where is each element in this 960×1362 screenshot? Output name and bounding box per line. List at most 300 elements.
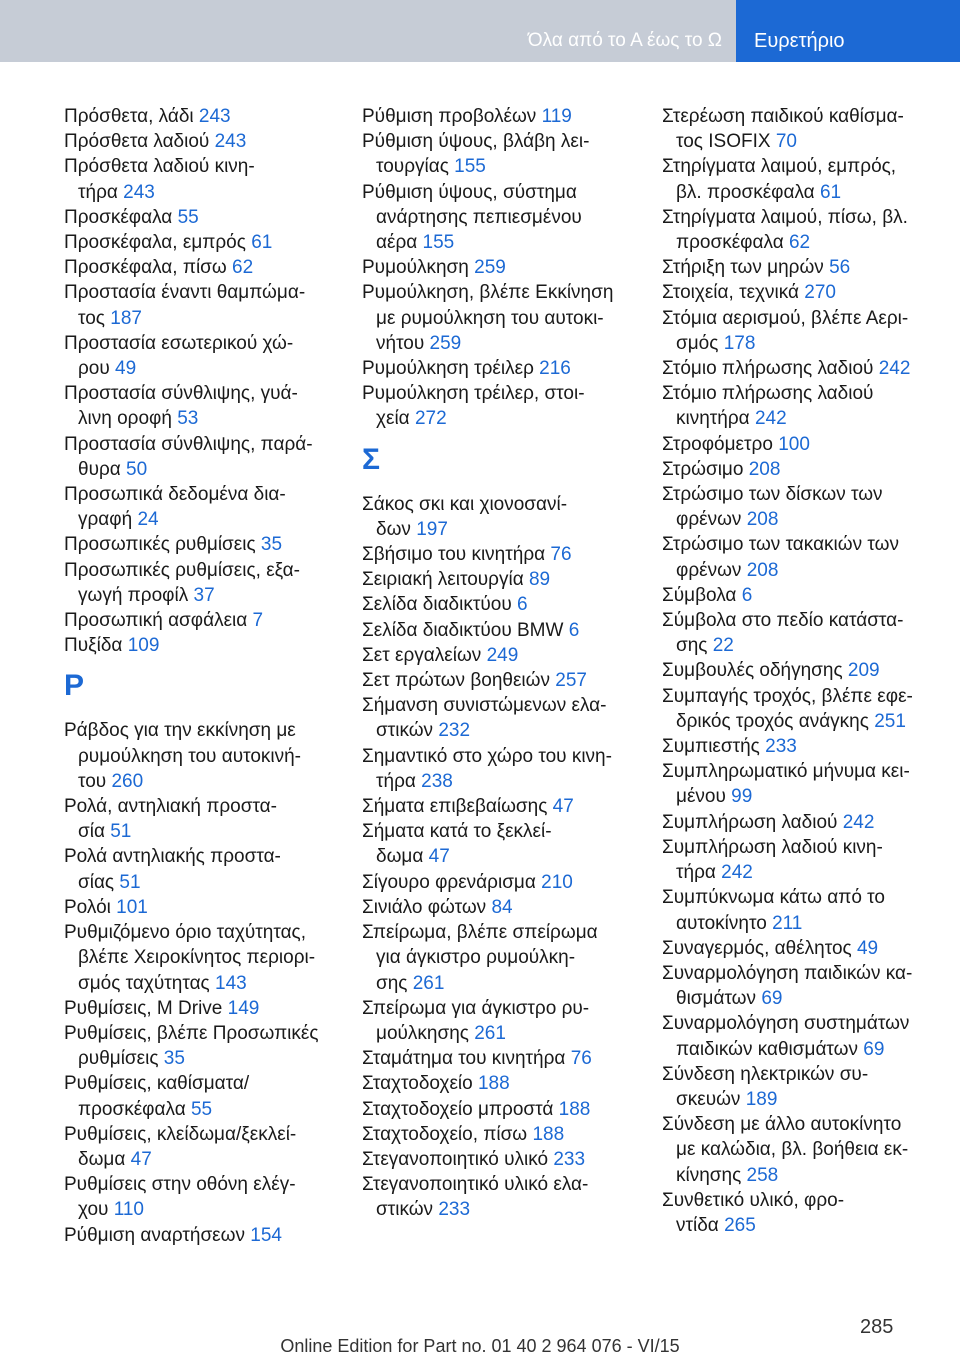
index-entry-text: Σπείρωμα για άγκιστρο ρυ- xyxy=(362,997,590,1019)
index-entry xyxy=(64,432,354,482)
index-entry xyxy=(662,381,952,431)
page-reference-link[interactable]: 258 xyxy=(746,1164,779,1186)
page-reference-link[interactable]: 22 xyxy=(712,635,734,657)
index-entry xyxy=(662,608,952,658)
index-entry-text: Συναρμολόγηση συστημάτων xyxy=(662,1013,910,1035)
index-entry xyxy=(662,684,952,734)
header-active-tab[interactable] xyxy=(736,0,960,62)
index-entry xyxy=(64,1122,354,1172)
index-entry xyxy=(662,205,952,255)
page-reference-link[interactable]: 47 xyxy=(552,796,574,818)
page-reference-link[interactable]: 6 xyxy=(517,594,528,616)
index-entry-text: Στόμια αερισμού, βλέπε Αερι- xyxy=(662,307,909,329)
page-reference-link[interactable]: 260 xyxy=(111,770,144,792)
index-entry xyxy=(64,255,354,280)
index-entry-text: για άγκιστρο ρυμούλκη- xyxy=(376,947,576,969)
index-entry-text: σμός ταχύτητας xyxy=(78,972,210,994)
page-reference-link[interactable]: 101 xyxy=(116,896,148,918)
index-entry-text: Σήματα επιβεβαίωσης xyxy=(362,796,548,818)
page-reference-link[interactable]: 7 xyxy=(252,610,264,632)
index-entry xyxy=(64,794,354,844)
index-entry xyxy=(362,693,652,743)
index-entry-text: τήρα xyxy=(676,862,716,884)
page-reference-link[interactable]: 210 xyxy=(541,871,573,893)
page-reference-link[interactable]: 261 xyxy=(474,1022,506,1044)
page-reference-link[interactable]: 35 xyxy=(260,534,283,556)
page-reference-link[interactable]: 232 xyxy=(438,720,471,742)
page-reference-link[interactable]: 56 xyxy=(829,257,851,279)
page-reference-link[interactable]: 50 xyxy=(126,458,148,480)
index-entry xyxy=(362,996,652,1046)
page-reference-link[interactable]: 188 xyxy=(558,1098,591,1120)
index-entry-text: Ρύθμιση αναρτήσεων xyxy=(64,1224,245,1246)
index-entry-text: Ρολά, αντηλιακή προστα- xyxy=(64,796,277,818)
index-entry-text: Ρύθμιση ύψους, σύστημα xyxy=(362,181,577,203)
page-reference-link[interactable]: 62 xyxy=(788,232,811,254)
page-reference-link[interactable]: 155 xyxy=(454,156,486,178)
page-reference-link[interactable]: 119 xyxy=(541,106,572,127)
index-entry-text: του xyxy=(78,770,107,792)
index-entry-text: Προστασία σύνθλιψης, γυά- xyxy=(64,383,298,405)
page-reference-link[interactable]: 265 xyxy=(724,1214,756,1236)
page-reference-link[interactable]: 110 xyxy=(113,1199,144,1221)
index-entry-text: Σταχτοδοχείο, πίσω xyxy=(362,1123,528,1145)
page-reference-link[interactable]: 69 xyxy=(761,988,783,1010)
page-reference-link[interactable]: 143 xyxy=(215,972,247,994)
index-entry xyxy=(362,255,652,280)
index-entry-text: Ρυθμίσεις, κλείδωμα/ξεκλεί- xyxy=(64,1123,297,1145)
index-entry-text: βλέπε Χειροκίνητος περιορι- xyxy=(78,947,316,969)
index-entry xyxy=(362,381,652,431)
index-entry-text: Πρόσθετα λαδιού xyxy=(64,131,210,153)
index-entry-text: φρένων xyxy=(676,559,742,581)
index-entry xyxy=(662,810,952,835)
index-entry-text: Προσκέφαλα, εμπρός xyxy=(64,232,246,254)
index-entry-text: Ρυμούλκηση xyxy=(362,257,469,279)
index-entry-text: Σύμβολα στο πεδίο κατάστα- xyxy=(662,610,904,632)
index-entry-text: Προσωπική ασφάλεια xyxy=(64,610,248,632)
index-entry xyxy=(362,129,652,179)
header-section-bar xyxy=(0,0,736,62)
index-entry-text: Προσκέφαλα xyxy=(64,206,173,228)
page-reference-link[interactable]: 49 xyxy=(856,937,879,959)
page-reference-link[interactable]: 259 xyxy=(474,257,506,279)
index-entry-text: Σταχτοδοχείο μπροστά xyxy=(362,1098,554,1120)
index-entry-text: θισμάτων xyxy=(676,988,757,1010)
index-entry-text: Σβήσιμο του κινητήρα xyxy=(362,544,546,566)
index-entry xyxy=(362,542,652,567)
index-entry-text: δωμα xyxy=(376,846,424,868)
index-entry-text: Προσωπικές ρυθμίσεις, εξα- xyxy=(64,559,300,581)
index-entry xyxy=(64,205,354,230)
page-reference-link[interactable]: 197 xyxy=(416,518,448,540)
index-entry-text: Ρυθμίσεις, M Drive xyxy=(64,997,223,1019)
index-entry xyxy=(362,1172,652,1222)
index-entry xyxy=(662,936,952,961)
index-entry-text: Στεγανοποιητικό υλικό ελα- xyxy=(362,1174,589,1196)
page-reference-link[interactable]: 62 xyxy=(232,257,254,279)
index-entry xyxy=(662,1011,952,1061)
index-entry-text: νήτου xyxy=(376,332,425,354)
index-entry-text: σμός xyxy=(676,332,719,354)
section-letter: Ρ xyxy=(64,669,85,703)
index-entry-text: δρικός τροχός ανάγκης xyxy=(676,710,869,732)
index-column-2 xyxy=(362,104,652,1223)
index-entry-text: χου xyxy=(78,1199,109,1221)
index-entry-text: Ρυμούλκηση, βλέπε Εκκίνηση xyxy=(362,282,614,304)
index-entry xyxy=(362,744,652,794)
index-entry-text: Ρολά αντηλιακής προστα- xyxy=(64,846,281,868)
page-reference-link[interactable]: 242 xyxy=(878,358,911,380)
index-entry xyxy=(362,1046,652,1071)
index-entry xyxy=(662,1062,952,1112)
footer-edition: Online Edition for Part no. 01 40 2 964 076 - VI/15 xyxy=(280,1336,680,1356)
page-reference-link[interactable]: 243 xyxy=(198,106,231,127)
section-letter: Σ xyxy=(362,442,381,476)
index-entry xyxy=(362,492,652,542)
index-entry xyxy=(362,180,652,256)
index-entry-text: ρυμούλκηση του αυτοκινή- xyxy=(78,745,302,767)
index-entry xyxy=(662,457,952,482)
index-entry-text: Σετ εργαλείων xyxy=(362,644,482,666)
index-entry xyxy=(64,1071,354,1121)
index-entry xyxy=(64,1021,354,1071)
index-entry xyxy=(64,532,354,557)
page-reference-link[interactable]: 24 xyxy=(137,509,159,531)
index-entry-text: Στηρίγματα λαιμού, πίσω, βλ. xyxy=(662,206,908,228)
index-entry-text: Συμπύκνωμα κάτω από το xyxy=(662,887,885,909)
index-entry-text: ρυθμίσεις xyxy=(78,1048,159,1070)
index-entry-text: Συνθετικό υλικό, φρο- xyxy=(662,1189,845,1211)
index-entry xyxy=(362,567,652,592)
index-entry-text: ρου xyxy=(78,358,110,380)
index-entry xyxy=(64,895,354,920)
index-entry-text: Προστασία εσωτερικού χώ- xyxy=(64,332,294,354)
page-reference-link[interactable]: 261 xyxy=(412,972,445,994)
index-entry-text: Σημαντικό στο χώρο του κινη- xyxy=(362,745,612,767)
page-reference-link[interactable]: 233 xyxy=(438,1199,471,1221)
index-entry xyxy=(662,961,952,1011)
page-reference-link[interactable]: 270 xyxy=(804,282,836,304)
page-reference-link[interactable]: 259 xyxy=(429,332,462,354)
index-entry xyxy=(662,583,952,608)
index-entry xyxy=(662,1112,952,1188)
page-reference-link[interactable]: 51 xyxy=(119,871,141,893)
index-entry-text: Στεγανοποιητικό υλικό xyxy=(362,1148,549,1170)
index-entry xyxy=(662,885,952,935)
page-reference-link[interactable]: 208 xyxy=(746,509,779,531)
index-entry-text: βλ. προσκέφαλα xyxy=(676,181,815,203)
page-reference-link[interactable]: 187 xyxy=(110,307,142,329)
index-entry xyxy=(662,532,952,582)
index-entry xyxy=(64,558,354,608)
page-reference-link[interactable]: 242 xyxy=(842,811,875,833)
index-entry-text: Σάκος σκι και χιονοσανί- xyxy=(362,493,568,515)
page-reference-link[interactable]: 189 xyxy=(745,1088,778,1110)
page-reference-link[interactable]: 61 xyxy=(819,181,842,203)
index-entry xyxy=(362,1071,652,1096)
index-entry-text: Ράβδος για την εκκίνηση με xyxy=(64,720,296,742)
page-reference-link[interactable]: 272 xyxy=(414,408,447,430)
index-entry xyxy=(64,608,354,633)
index-entry-text: ντίδα xyxy=(676,1214,719,1236)
page-reference-link[interactable]: 53 xyxy=(177,408,199,430)
index-entry xyxy=(362,592,652,617)
index-entry-text: Ρυμούλκηση τρέιλερ, στοι- xyxy=(362,383,585,405)
index-entry-text: μένου xyxy=(676,786,726,808)
index-entry xyxy=(64,844,354,894)
page-reference-link[interactable]: 149 xyxy=(227,997,260,1019)
index-entry-text: προσκέφαλα xyxy=(676,232,784,254)
index-entry-text: Σπείρωμα, βλέπε σπείρωμα xyxy=(362,922,598,944)
index-entry-text: Στοιχεία, τεχνικά xyxy=(662,282,799,304)
page-reference-link[interactable]: 100 xyxy=(778,433,810,455)
index-entry-text: Προστασία σύνθλιψης, παρά- xyxy=(64,433,313,455)
page-reference-link[interactable]: 251 xyxy=(874,710,906,732)
index-entry xyxy=(362,618,652,643)
index-entry-text: Προσωπικά δεδομένα δια- xyxy=(64,484,286,506)
index-entry-text: Προστασία έναντι θαμπώμα- xyxy=(64,282,306,304)
page-reference-link[interactable]: 155 xyxy=(422,232,455,254)
index-entry-text: σης xyxy=(376,972,408,994)
index-entry-text: Στερέωση παιδικού καθίσμα- xyxy=(662,106,904,127)
header-active-tab-label: Ευρετήριο xyxy=(754,30,845,52)
index-entry xyxy=(64,718,354,794)
index-entry-text: σκευών xyxy=(676,1088,741,1110)
index-entry-text: Ρύθμιση ύψους, βλάβη λει- xyxy=(362,131,590,153)
page-reference-link[interactable]: 49 xyxy=(115,358,137,380)
index-entry xyxy=(662,154,952,204)
index-entry-text: Πρόσθετα λαδιού κινη- xyxy=(64,156,255,178)
index-entry-text: Στρώσιμο των δίσκων των xyxy=(662,484,883,506)
page-reference-link[interactable]: 109 xyxy=(127,635,160,657)
index-entry-text: Προσωπικές ρυθμίσεις xyxy=(64,534,256,556)
index-entry-text: κίνησης xyxy=(676,1164,742,1186)
index-entry xyxy=(64,129,354,154)
index-entry-text: Σετ πρώτων βοηθειών xyxy=(362,670,550,692)
index-entry xyxy=(662,280,952,305)
index-entry xyxy=(662,306,952,356)
index-entry xyxy=(662,759,952,809)
page-reference-link[interactable]: 51 xyxy=(110,821,132,843)
index-entry xyxy=(662,104,952,154)
index-entry-text: με ρυμούλκηση του αυτοκι- xyxy=(376,307,604,329)
page-reference-link[interactable]: 69 xyxy=(863,1038,885,1060)
index-entry-text: Συμβουλές οδήγησης xyxy=(662,660,843,682)
index-entry-text: Στόμιο πλήρωσης λαδιού xyxy=(662,358,874,380)
index-entry-text: τήρα xyxy=(376,770,416,792)
index-column-1 xyxy=(64,104,354,1248)
index-entry xyxy=(64,381,354,431)
index-entry-text: σία xyxy=(78,821,105,843)
index-entry-text: Στρώσιμο xyxy=(662,458,744,480)
index-entry-text: χεία xyxy=(376,408,410,430)
page-reference-link[interactable]: 243 xyxy=(123,181,155,203)
index-entry xyxy=(64,633,354,658)
page-reference-link[interactable]: 55 xyxy=(177,206,199,228)
index-entry-text: αυτοκίνητο xyxy=(676,912,767,934)
page-reference-link[interactable]: 47 xyxy=(428,846,450,868)
index-entry-text: παιδικών καθισμάτων xyxy=(676,1038,858,1060)
page-reference-link[interactable]: 257 xyxy=(555,670,587,692)
page-reference-link[interactable]: 61 xyxy=(251,232,273,254)
index-entry-text: Σελίδα διαδικτύου BMW xyxy=(362,619,564,641)
index-entry xyxy=(64,482,354,532)
index-entry-text: Ρυθμίσεις, καθίσματα/ xyxy=(64,1073,250,1095)
index-entry xyxy=(362,104,652,129)
page-reference-link[interactable]: 37 xyxy=(193,584,215,606)
index-entry-text: Ρυθμίσεις, βλέπε Προσωπικές xyxy=(64,1022,319,1044)
page-reference-link[interactable]: 233 xyxy=(765,736,797,758)
index-entry-text: προσκέφαλα xyxy=(78,1098,186,1120)
page-reference-link[interactable]: 243 xyxy=(214,131,247,153)
page-reference-link[interactable]: 238 xyxy=(421,770,453,792)
index-entry-text: Ρυμούλκηση τρέιλερ xyxy=(362,358,534,380)
index-entry xyxy=(362,794,652,819)
index-entry-text: σης xyxy=(676,635,708,657)
index-entry xyxy=(362,1122,652,1147)
page-reference-link[interactable]: 178 xyxy=(723,332,756,354)
index-entry xyxy=(362,280,652,356)
index-entry-text: τος ISOFIX xyxy=(676,131,771,153)
index-column-3 xyxy=(662,104,952,1238)
index-entry-text: Συναρμολόγηση παιδικών κα- xyxy=(662,962,913,984)
index-entry-text: Στηρίγματα λαιμού, εμπρός, xyxy=(662,156,897,178)
index-entry xyxy=(64,154,354,204)
index-entry xyxy=(362,643,652,668)
page-reference-link[interactable]: 211 xyxy=(772,912,803,934)
index-entry-text: Στρώσιμο των τακακιών των xyxy=(662,534,899,556)
index-entry-text: τήρα xyxy=(78,181,118,203)
index-entry-text: λινη οροφή xyxy=(78,408,172,430)
index-entry xyxy=(362,356,652,381)
index-entry-text: αέρα xyxy=(376,232,418,254)
page-reference-link[interactable]: 70 xyxy=(775,131,797,153)
page-reference-link[interactable]: 6 xyxy=(568,619,580,641)
page-reference-link[interactable]: 76 xyxy=(570,1048,592,1070)
index-entry xyxy=(64,920,354,996)
index-entry-text: γωγή προφίλ xyxy=(78,584,189,606)
index-entry-text: Συναγερμός, αθέλητος xyxy=(662,937,852,959)
index-entry-text: τουργίας xyxy=(376,156,449,178)
index-entry xyxy=(662,356,952,381)
index-entry xyxy=(64,104,354,129)
index-entry xyxy=(662,482,952,532)
page-reference-link[interactable]: 249 xyxy=(486,644,519,666)
index-entry xyxy=(64,230,354,255)
page-reference-link[interactable]: 89 xyxy=(528,569,551,591)
index-entry-text: τος xyxy=(78,307,105,329)
index-entry xyxy=(64,331,354,381)
index-entry-text: με καλώδια, βλ. βοήθεια εκ- xyxy=(676,1139,909,1161)
page-number: 285 xyxy=(860,1316,894,1338)
index-entry-text: Σίγουρο φρενάρισμα xyxy=(362,871,536,893)
index-entry xyxy=(362,668,652,693)
index-entry xyxy=(662,432,952,457)
index-entry xyxy=(662,1188,952,1238)
page-reference-link[interactable]: 99 xyxy=(731,786,753,808)
index-entry-text: Ρύθμιση προβολέων xyxy=(362,106,537,127)
index-entry-text: Προσκέφαλα, πίσω xyxy=(64,257,227,279)
page-reference-link[interactable]: 6 xyxy=(741,584,753,606)
index-entry-text: στικών xyxy=(376,1199,434,1221)
index-entry-text: Σήματα κατά το ξεκλεί- xyxy=(362,821,552,843)
index-entry-text: Ρυθμιζόμενο όριο ταχύτητας, xyxy=(64,922,306,944)
index-entry xyxy=(362,1147,652,1172)
index-entry-text: Σύμβολα xyxy=(662,584,737,606)
page-reference-link[interactable]: 55 xyxy=(190,1098,213,1120)
index-entry-text: Σινιάλο φώτων xyxy=(362,896,487,918)
index-entry-text: σίας xyxy=(78,871,115,893)
index-entry-text: Συμπληρωματικό μήνυμα κει- xyxy=(662,761,910,783)
index-entry-text: Σελίδα διαδικτύου xyxy=(362,594,512,616)
index-entry-text: Στροφόμετρο xyxy=(662,433,773,455)
page-reference-link[interactable]: 208 xyxy=(746,559,779,581)
index-entry xyxy=(362,1097,652,1122)
page-reference-link[interactable]: 154 xyxy=(250,1224,282,1246)
page-reference-link[interactable]: 216 xyxy=(539,358,571,380)
index-entry-text: φρένων xyxy=(676,509,742,531)
index-entry-text: μούλκησης xyxy=(376,1022,469,1044)
page-reference-link[interactable]: 35 xyxy=(163,1048,185,1070)
index-entry-text: Στόμιο πλήρωσης λαδιού xyxy=(662,383,874,405)
index-entry-text: Συμπιεστής xyxy=(662,736,760,758)
index-entry-text: γραφή xyxy=(78,509,133,531)
index-entry-text: δωμα xyxy=(78,1148,126,1170)
index-entry-text: Πρόσθετα, λάδι xyxy=(64,106,194,127)
index-entry-text: Σύνδεση με άλλο αυτοκίνητο xyxy=(662,1114,902,1136)
page-reference-link[interactable]: 209 xyxy=(847,660,880,682)
page-reference-link[interactable]: 84 xyxy=(491,896,513,918)
index-entry-text: Ρυθμίσεις στην οθόνη ελέγ- xyxy=(64,1174,296,1196)
index-entry-text: Ρολόι xyxy=(64,896,111,918)
header-section-title[interactable]: Όλα από το Α έως το Ω xyxy=(527,30,722,51)
index-entry xyxy=(662,255,952,280)
index-entry-text: Σήμανση συνιστώμενων ελα- xyxy=(362,695,607,717)
index-entry-text: Συμπλήρωση λαδιού xyxy=(662,811,838,833)
index-entry xyxy=(362,920,652,996)
index-entry-text: κινητήρα xyxy=(676,408,750,430)
index-entry xyxy=(64,1223,354,1248)
index-entry-text: Στήριξη των μηρών xyxy=(662,257,824,279)
index-entry-text: Συμπλήρωση λαδιού κινη- xyxy=(662,836,883,858)
page-reference-link[interactable]: 188 xyxy=(477,1073,510,1095)
index-entry-text: Σταμάτημα του κινητήρα xyxy=(362,1048,566,1070)
index-entry-text: Συμπαγής τροχός, βλέπε εφε- xyxy=(662,685,913,707)
page-reference-link[interactable]: 242 xyxy=(754,408,787,430)
page-reference-link[interactable]: 188 xyxy=(532,1123,565,1145)
index-entry-text: Σειριακή λειτουργία xyxy=(362,569,524,591)
index-entry xyxy=(662,835,952,885)
index-entry-text: δων xyxy=(376,518,411,540)
index-entry xyxy=(362,895,652,920)
page-reference-link[interactable]: 208 xyxy=(748,458,781,480)
index-entry xyxy=(662,734,952,759)
page-reference-link[interactable]: 76 xyxy=(550,544,572,566)
index-entry xyxy=(64,1172,354,1222)
page-reference-link[interactable]: 233 xyxy=(553,1148,586,1170)
page-reference-link[interactable]: 47 xyxy=(130,1148,152,1170)
index-entry-text: Σύνδεση ηλεκτρικών συ- xyxy=(662,1063,869,1085)
index-entry-text: θυρα xyxy=(78,458,121,480)
index-entry xyxy=(64,280,354,330)
index-entry-text: ανάρτησης πεπιεσμένου xyxy=(376,206,582,228)
index-entry xyxy=(662,658,952,683)
index-entry-text: Πυξίδα xyxy=(64,635,123,657)
page-reference-link[interactable]: 242 xyxy=(721,862,753,884)
index-entry xyxy=(64,996,354,1021)
index-entry xyxy=(362,819,652,869)
